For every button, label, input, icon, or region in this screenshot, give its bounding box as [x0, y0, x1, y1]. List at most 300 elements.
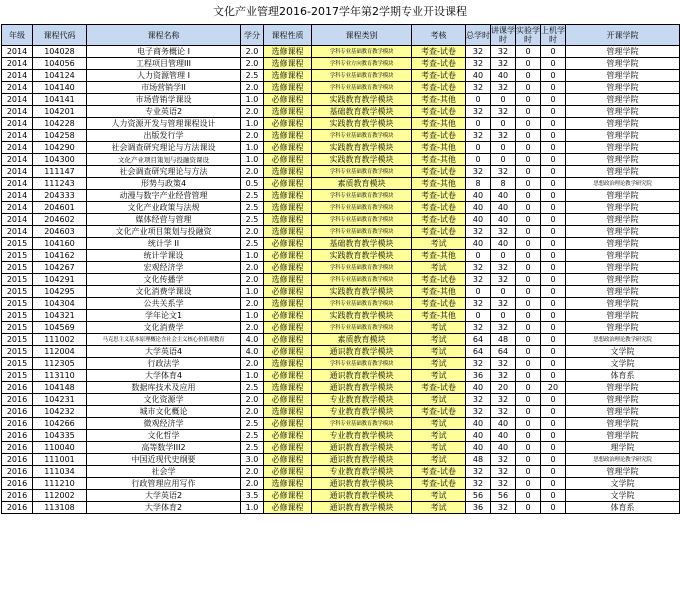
header-col-lecture-hours: 讲课学时 — [491, 26, 515, 44]
cell-college: 管理学院 — [566, 82, 680, 94]
cell-lecture-hours: 40 — [491, 430, 516, 442]
cell-total-hours: 40 — [466, 70, 491, 82]
cell-course-name: 宏观经济学 — [87, 262, 241, 274]
cell-college: 管理学院 — [566, 466, 680, 478]
table-row — [2, 442, 680, 454]
cell-lecture-hours: 32 — [491, 262, 516, 274]
cell-course-name: 公共关系学 — [87, 298, 241, 310]
cell-credit: 2.0 — [241, 106, 264, 118]
cell-course-category: 学科专业基础教育教学模块 — [312, 202, 412, 214]
cell-lab-hours: 0 — [516, 46, 541, 58]
cell-credit: 2.5 — [241, 430, 264, 442]
cell-lecture-hours: 32 — [491, 478, 516, 490]
cell-course-category: 学科专业方向教育教学模块 — [312, 58, 412, 70]
cell-lecture-hours: 32 — [491, 58, 516, 70]
cell-course-name: 文化产业项目策划与投融资 — [87, 226, 241, 238]
cell-course-nature: 选修课程 — [264, 166, 312, 178]
cell-lab-hours: 0 — [516, 358, 541, 370]
cell-total-hours: 0 — [466, 286, 491, 298]
table-header-row — [2, 25, 680, 46]
table-row — [2, 70, 680, 82]
cell-total-hours: 40 — [466, 442, 491, 454]
cell-grade: 2015 — [2, 274, 33, 286]
cell-lecture-hours: 32 — [491, 166, 516, 178]
cell-grade: 2014 — [2, 142, 33, 154]
table-row — [2, 226, 680, 238]
cell-total-hours: 48 — [466, 454, 491, 466]
header-col-course-name: 课程名称 — [87, 25, 241, 46]
cell-computer-hours: 0 — [541, 190, 566, 202]
cell-college: 管理学院 — [566, 322, 680, 334]
cell-course-code: 104231 — [33, 394, 87, 406]
cell-grade: 2015 — [2, 250, 33, 262]
cell-college: 管理学院 — [566, 106, 680, 118]
table-row — [2, 250, 680, 262]
cell-computer-hours: 0 — [541, 418, 566, 430]
cell-college: 管理学院 — [566, 298, 680, 310]
cell-course-code: 112305 — [33, 358, 87, 370]
cell-college: 管理学院 — [566, 190, 680, 202]
cell-computer-hours: 0 — [541, 370, 566, 382]
cell-course-nature: 必修课程 — [264, 490, 312, 502]
cell-assessment: 考查-试卷 — [412, 46, 466, 58]
cell-course-name: 社会调查研究理论与方法 — [87, 166, 241, 178]
cell-course-code: 104160 — [33, 238, 87, 250]
cell-lecture-hours: 48 — [491, 334, 516, 346]
cell-course-name: 大学英语2 — [87, 490, 241, 502]
cell-total-hours: 40 — [466, 382, 491, 394]
cell-assessment: 考试 — [412, 262, 466, 274]
cell-course-name: 文化产业项目策划与投融资课设 — [87, 154, 241, 166]
cell-course-category: 学科专业基础教育教学模块 — [312, 166, 412, 178]
cell-course-code: 104304 — [33, 298, 87, 310]
cell-assessment: 考试 — [412, 418, 466, 430]
cell-college: 文学院 — [566, 478, 680, 490]
cell-assessment: 考查-其他 — [412, 286, 466, 298]
cell-course-nature: 必修课程 — [264, 262, 312, 274]
cell-course-category: 通识教育教学模块 — [312, 478, 412, 490]
cell-college: 体育系 — [566, 370, 680, 382]
cell-lab-hours: 0 — [516, 70, 541, 82]
cell-course-name: 文化消费学 — [87, 322, 241, 334]
cell-lab-hours: 0 — [516, 466, 541, 478]
cell-lab-hours: 0 — [516, 490, 541, 502]
cell-credit: 0.5 — [241, 178, 264, 190]
header-col-lab-hours: 实验学时 — [516, 26, 540, 44]
cell-grade: 2015 — [2, 310, 33, 322]
cell-college: 管理学院 — [566, 154, 680, 166]
cell-course-category: 学科专业基础教育教学模块 — [312, 418, 412, 430]
cell-grade: 2014 — [2, 178, 33, 190]
cell-course-category: 实践教育教学模块 — [312, 142, 412, 154]
cell-total-hours: 40 — [466, 418, 491, 430]
cell-course-nature: 选修课程 — [264, 358, 312, 370]
cell-grade: 2016 — [2, 490, 33, 502]
cell-total-hours: 56 — [466, 490, 491, 502]
cell-course-name: 大学体育4 — [87, 370, 241, 382]
cell-course-nature: 必修课程 — [264, 430, 312, 442]
cell-total-hours: 0 — [466, 310, 491, 322]
cell-course-code: 111001 — [33, 454, 87, 466]
cell-college: 管理学院 — [566, 418, 680, 430]
cell-course-nature: 选修课程 — [264, 130, 312, 142]
cell-assessment: 考查-试卷 — [412, 130, 466, 142]
cell-assessment: 考查-试卷 — [412, 298, 466, 310]
cell-course-category: 通识教育教学模块 — [312, 502, 412, 514]
cell-total-hours: 32 — [466, 478, 491, 490]
cell-course-code: 104124 — [33, 70, 87, 82]
cell-grade: 2015 — [2, 298, 33, 310]
cell-computer-hours: 20 — [541, 382, 566, 394]
cell-computer-hours: 0 — [541, 310, 566, 322]
cell-total-hours: 32 — [466, 46, 491, 58]
cell-lecture-hours: 40 — [491, 418, 516, 430]
cell-course-nature: 必修课程 — [264, 466, 312, 478]
cell-total-hours: 36 — [466, 370, 491, 382]
cell-lab-hours: 0 — [516, 118, 541, 130]
cell-course-category: 通识教育教学模块 — [312, 454, 412, 466]
cell-course-code: 104290 — [33, 142, 87, 154]
header-col-grade: 年级 — [2, 25, 33, 46]
cell-total-hours: 0 — [466, 250, 491, 262]
cell-course-nature: 必修课程 — [264, 322, 312, 334]
cell-computer-hours: 0 — [541, 478, 566, 490]
cell-lab-hours: 0 — [516, 226, 541, 238]
cell-course-category: 专业教育教学模块 — [312, 394, 412, 406]
cell-computer-hours: 0 — [541, 430, 566, 442]
cell-course-code: 104321 — [33, 310, 87, 322]
cell-course-name: 高等数学III2 — [87, 442, 241, 454]
cell-college: 管理学院 — [566, 406, 680, 418]
table-row — [2, 58, 680, 70]
cell-course-category: 通识教育教学模块 — [312, 490, 412, 502]
cell-lab-hours: 0 — [516, 274, 541, 286]
header-col-computer-hours: 上机学时 — [541, 26, 565, 44]
cell-grade: 2016 — [2, 502, 33, 514]
cell-lab-hours: 0 — [516, 502, 541, 514]
table-row — [2, 154, 680, 166]
cell-assessment: 考查-试卷 — [412, 58, 466, 70]
cell-lab-hours: 0 — [516, 82, 541, 94]
cell-course-category: 学科专业基础教育教学模块 — [312, 226, 412, 238]
cell-computer-hours: 0 — [541, 106, 566, 118]
cell-computer-hours: 0 — [541, 454, 566, 466]
cell-lab-hours: 0 — [516, 430, 541, 442]
cell-credit: 2.0 — [241, 46, 264, 58]
cell-college: 管理学院 — [566, 58, 680, 70]
cell-course-code: 104028 — [33, 46, 87, 58]
cell-grade: 2014 — [2, 130, 33, 142]
cell-computer-hours: 0 — [541, 214, 566, 226]
table-row — [2, 94, 680, 106]
cell-credit: 2.0 — [241, 358, 264, 370]
table-row — [2, 46, 680, 58]
cell-course-code: 104267 — [33, 262, 87, 274]
cell-lecture-hours: 32 — [491, 274, 516, 286]
cell-course-category: 通识教育教学模块 — [312, 382, 412, 394]
cell-course-category: 专业教育教学模块 — [312, 466, 412, 478]
cell-total-hours: 32 — [466, 322, 491, 334]
cell-computer-hours: 0 — [541, 82, 566, 94]
cell-course-name: 统计学 II — [87, 238, 241, 250]
cell-lecture-hours: 0 — [491, 142, 516, 154]
cell-total-hours: 32 — [466, 262, 491, 274]
cell-assessment: 考查-其他 — [412, 94, 466, 106]
cell-credit: 2.5 — [241, 238, 264, 250]
cell-grade: 2016 — [2, 382, 33, 394]
table-row — [2, 262, 680, 274]
cell-course-name: 媒体经营与管理 — [87, 214, 241, 226]
cell-lecture-hours: 32 — [491, 298, 516, 310]
cell-computer-hours: 0 — [541, 250, 566, 262]
cell-total-hours: 32 — [466, 226, 491, 238]
cell-assessment: 考试 — [412, 442, 466, 454]
cell-course-name: 市场营销学课设 — [87, 94, 241, 106]
cell-total-hours: 0 — [466, 142, 491, 154]
cell-course-nature: 必修课程 — [264, 94, 312, 106]
cell-course-nature: 必修课程 — [264, 394, 312, 406]
cell-total-hours: 64 — [466, 346, 491, 358]
cell-college: 管理学院 — [566, 286, 680, 298]
cell-course-nature: 选修课程 — [264, 82, 312, 94]
header-col-course-nature: 课程性质 — [264, 25, 312, 46]
cell-computer-hours: 0 — [541, 130, 566, 142]
cell-assessment: 考试 — [412, 346, 466, 358]
cell-course-category: 学科专业基础教育教学模块 — [312, 262, 412, 274]
cell-course-nature: 必修课程 — [264, 310, 312, 322]
cell-lecture-hours: 8 — [491, 178, 516, 190]
cell-computer-hours: 0 — [541, 442, 566, 454]
cell-grade: 2014 — [2, 154, 33, 166]
cell-lecture-hours: 56 — [491, 490, 516, 502]
cell-assessment: 考试 — [412, 430, 466, 442]
cell-grade: 2016 — [2, 442, 33, 454]
cell-credit: 1.0 — [241, 250, 264, 262]
cell-total-hours: 40 — [466, 214, 491, 226]
cell-credit: 1.0 — [241, 142, 264, 154]
table-row — [2, 478, 680, 490]
cell-credit: 4.0 — [241, 346, 264, 358]
table-row — [2, 502, 680, 514]
cell-lab-hours: 0 — [516, 370, 541, 382]
cell-credit: 4.0 — [241, 334, 264, 346]
cell-course-code: 104569 — [33, 322, 87, 334]
cell-assessment: 考试 — [412, 334, 466, 346]
cell-total-hours: 32 — [466, 130, 491, 142]
cell-computer-hours: 0 — [541, 322, 566, 334]
cell-lab-hours: 0 — [516, 262, 541, 274]
cell-computer-hours: 0 — [541, 238, 566, 250]
cell-total-hours: 0 — [466, 154, 491, 166]
cell-assessment: 考查-试卷 — [412, 166, 466, 178]
cell-college: 管理学院 — [566, 214, 680, 226]
cell-lab-hours: 0 — [516, 178, 541, 190]
cell-course-category: 实践教育教学模块 — [312, 250, 412, 262]
cell-credit: 2.0 — [241, 226, 264, 238]
cell-computer-hours: 0 — [541, 490, 566, 502]
cell-credit: 2.0 — [241, 262, 264, 274]
cell-credit: 2.5 — [241, 190, 264, 202]
cell-computer-hours: 0 — [541, 118, 566, 130]
cell-grade: 2015 — [2, 358, 33, 370]
cell-total-hours: 40 — [466, 238, 491, 250]
cell-course-nature: 选修课程 — [264, 478, 312, 490]
cell-course-category: 通识教育教学模块 — [312, 346, 412, 358]
cell-grade: 2014 — [2, 190, 33, 202]
cell-lecture-hours: 32 — [491, 502, 516, 514]
table-row — [2, 142, 680, 154]
cell-course-nature: 必修课程 — [264, 154, 312, 166]
cell-course-code: 104141 — [33, 94, 87, 106]
cell-computer-hours: 0 — [541, 166, 566, 178]
table-row — [2, 130, 680, 142]
cell-assessment: 考试 — [412, 238, 466, 250]
cell-total-hours: 36 — [466, 502, 491, 514]
cell-computer-hours: 0 — [541, 226, 566, 238]
cell-lab-hours: 0 — [516, 334, 541, 346]
cell-assessment: 考查-其他 — [412, 250, 466, 262]
table-row — [2, 298, 680, 310]
header-col-college: 开课学院 — [566, 25, 680, 46]
cell-credit: 2.0 — [241, 130, 264, 142]
cell-college: 管理学院 — [566, 166, 680, 178]
cell-total-hours: 32 — [466, 298, 491, 310]
cell-lab-hours: 0 — [516, 454, 541, 466]
cell-lecture-hours: 0 — [491, 250, 516, 262]
cell-lab-hours: 0 — [516, 382, 541, 394]
cell-course-code: 110040 — [33, 442, 87, 454]
cell-total-hours: 32 — [466, 358, 491, 370]
cell-course-category: 实践教育教学模块 — [312, 154, 412, 166]
cell-assessment: 考查-试卷 — [412, 406, 466, 418]
cell-grade: 2016 — [2, 454, 33, 466]
cell-assessment: 考查-试卷 — [412, 466, 466, 478]
cell-course-code: 104295 — [33, 286, 87, 298]
cell-assessment: 考试 — [412, 502, 466, 514]
cell-computer-hours: 0 — [541, 154, 566, 166]
cell-course-name: 马克思主义基本原理概论含社会主义核心价值观教育 — [87, 334, 241, 346]
table-row — [2, 334, 680, 346]
cell-lecture-hours: 32 — [491, 454, 516, 466]
cell-lab-hours: 0 — [516, 238, 541, 250]
cell-course-nature: 必修课程 — [264, 346, 312, 358]
cell-college: 文学院 — [566, 490, 680, 502]
cell-lab-hours: 0 — [516, 406, 541, 418]
cell-course-code: 204601 — [33, 202, 87, 214]
course-table — [1, 24, 680, 514]
cell-course-name: 文化传播学 — [87, 274, 241, 286]
cell-credit: 2.5 — [241, 70, 264, 82]
cell-credit: 2.0 — [241, 58, 264, 70]
cell-computer-hours: 0 — [541, 334, 566, 346]
cell-course-code: 204333 — [33, 190, 87, 202]
table-row — [2, 310, 680, 322]
cell-grade: 2015 — [2, 322, 33, 334]
cell-course-code: 111034 — [33, 466, 87, 478]
cell-course-code: 104162 — [33, 250, 87, 262]
cell-course-nature: 选修课程 — [264, 202, 312, 214]
cell-course-name: 大学英语4 — [87, 346, 241, 358]
cell-course-name: 大学体育2 — [87, 502, 241, 514]
cell-course-name: 电子商务概论 I — [87, 46, 241, 58]
cell-college: 管理学院 — [566, 94, 680, 106]
cell-course-name: 文化资源学 — [87, 394, 241, 406]
cell-lab-hours: 0 — [516, 94, 541, 106]
cell-lecture-hours: 40 — [491, 442, 516, 454]
cell-assessment: 考试 — [412, 490, 466, 502]
table-row — [2, 202, 680, 214]
cell-college: 体育系 — [566, 502, 680, 514]
cell-course-code: 104266 — [33, 418, 87, 430]
cell-college: 管理学院 — [566, 382, 680, 394]
cell-credit: 2.5 — [241, 442, 264, 454]
cell-credit: 1.0 — [241, 370, 264, 382]
cell-college: 管理学院 — [566, 394, 680, 406]
page-title: 文化产业管理2016-2017学年第2学期专业开设课程 — [213, 5, 467, 18]
cell-credit: 2.5 — [241, 202, 264, 214]
cell-course-name: 文化消费学课设 — [87, 286, 241, 298]
cell-assessment: 考查-试卷 — [412, 190, 466, 202]
cell-credit: 1.0 — [241, 286, 264, 298]
cell-college: 管理学院 — [566, 310, 680, 322]
cell-course-nature: 选修课程 — [264, 58, 312, 70]
cell-course-name: 文化产业政策与法规 — [87, 202, 241, 214]
cell-computer-hours: 0 — [541, 94, 566, 106]
cell-credit: 1.0 — [241, 502, 264, 514]
cell-college: 管理学院 — [566, 46, 680, 58]
cell-grade: 2016 — [2, 478, 33, 490]
cell-course-code: 104056 — [33, 58, 87, 70]
cell-lecture-hours: 0 — [491, 94, 516, 106]
cell-credit: 1.0 — [241, 118, 264, 130]
cell-credit: 2.0 — [241, 166, 264, 178]
cell-course-category: 素质教育模块 — [312, 178, 412, 190]
cell-total-hours: 8 — [466, 178, 491, 190]
cell-total-hours: 32 — [466, 106, 491, 118]
cell-lab-hours: 0 — [516, 130, 541, 142]
cell-credit: 2.5 — [241, 382, 264, 394]
cell-lecture-hours: 40 — [491, 202, 516, 214]
cell-course-code: 113110 — [33, 370, 87, 382]
cell-assessment: 考查-其他 — [412, 154, 466, 166]
cell-college: 管理学院 — [566, 202, 680, 214]
cell-course-name: 学年论文1 — [87, 310, 241, 322]
cell-lab-hours: 0 — [516, 394, 541, 406]
cell-credit: 2.0 — [241, 466, 264, 478]
cell-grade: 2015 — [2, 262, 33, 274]
cell-course-code: 104228 — [33, 118, 87, 130]
cell-college: 思想政治理论教学研究院 — [566, 178, 680, 190]
cell-total-hours: 64 — [466, 334, 491, 346]
cell-assessment: 考查-试卷 — [412, 382, 466, 394]
cell-college: 管理学院 — [566, 130, 680, 142]
cell-course-nature: 必修课程 — [264, 334, 312, 346]
table-row — [2, 358, 680, 370]
cell-college: 管理学院 — [566, 226, 680, 238]
cell-lab-hours: 0 — [516, 58, 541, 70]
cell-lecture-hours: 32 — [491, 394, 516, 406]
cell-total-hours: 40 — [466, 430, 491, 442]
cell-total-hours: 32 — [466, 82, 491, 94]
table-row — [2, 82, 680, 94]
cell-credit: 2.5 — [241, 214, 264, 226]
cell-computer-hours: 0 — [541, 178, 566, 190]
cell-college: 管理学院 — [566, 238, 680, 250]
cell-course-category: 学科专业基础教育教学模块 — [312, 298, 412, 310]
cell-total-hours: 32 — [466, 394, 491, 406]
cell-course-name: 城市文化概论 — [87, 406, 241, 418]
header-col-credit: 学分 — [241, 25, 264, 46]
